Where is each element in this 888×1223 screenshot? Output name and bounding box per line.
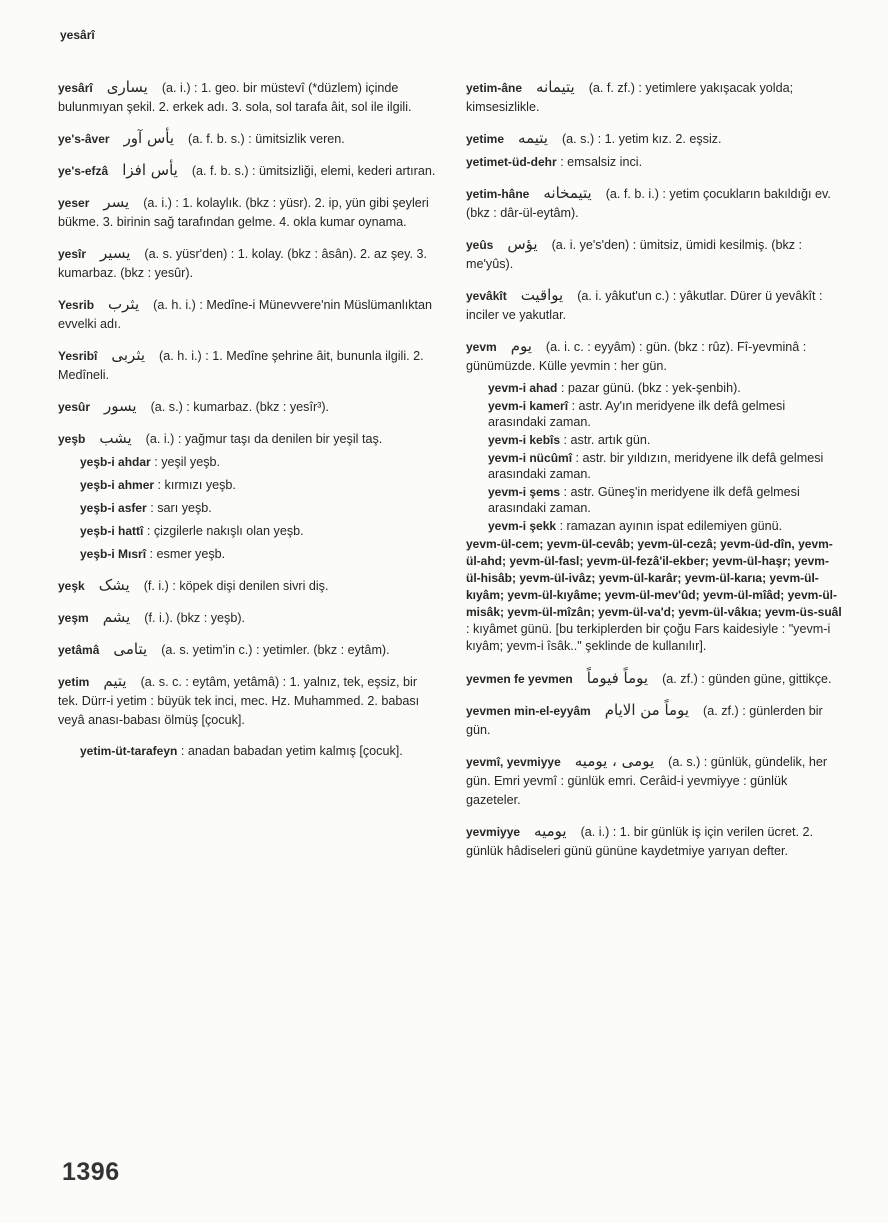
headword: yevm-i nücûmî [488,451,573,465]
arabic-script: یتیمخانه [543,184,592,202]
definition: (a. i. c. : eyyâm) : gün. (bkz : rûz). Fî-yevminâ : günümüzde. Külle yevmin : her gün. [466,340,807,373]
definition: (a. s.) : kumarbaz. (bkz : yesîr³). [150,400,330,414]
arabic-script: یوم [510,337,532,355]
arabic-script: یشم [102,608,131,626]
headword: yetâmâ [58,643,100,657]
entry-yetime [466,129,842,149]
definition: (a. s. c. : eytâm, yetâmâ) : 1. yalnız, tek, eşsiz, bir tek. Dürr-i yetim : büyük tek inci, mec. Hz. Muhammed. 2. babası veyâ anası-babası ölmüş [çocuk]. [58,675,420,727]
arabic-script: یتیم [103,672,127,690]
entry-yesb [58,429,438,449]
headword: yeşb-i hattî [80,524,144,538]
arabic-script: یتامی [113,640,148,658]
subentry-yetimet-ud-dehr [466,153,842,172]
definition: : astr. bir yıldızın, meridyene ilk defâ gelmesi arasındaki zaman. [488,451,824,481]
entry-yevakit [466,286,842,325]
arabic-script: یسور [104,397,137,415]
subentry-yesb-i-misri [58,545,438,564]
definition: (a. f. b. s.) : ümitsizlik veren. [188,132,345,146]
arabic-script: یواقیت [520,286,564,304]
entry-yetama [58,640,438,660]
definition: : pazar günü. (bkz : yek-şenbih). [560,381,741,395]
entry-yevmi-yevmiyye [466,752,842,810]
definition: : çizgilerle nakışlı olan yeşb. [146,524,304,538]
definition: (a. s. yüsr'den) : 1. kolay. (bkz : âsân). 2. az şey. 3. kumarbaz. (bkz : yesûr). [58,247,427,280]
definition: : esmer yeşb. [149,547,226,561]
definition: : astr. artık gün. [563,433,651,447]
headword: yevmen fe yevmen [466,672,573,686]
headword: yeşb-i ahmer [80,478,155,492]
headword: yevmî, yevmiyye [466,755,561,769]
definition: (a. f. b. s.) : ümitsizliği, elemi, kederi artıran. [191,164,436,178]
arabic-script: یسیر [100,244,131,262]
definition: (a. i. ye's'den) : ümitsiz, ümidi kesilmiş. (bkz : me'yûs). [466,238,803,271]
definition: (a. i.) : 1. kolaylık. (bkz : yüsr). 2. ip, yün gibi şeyleri bükme. 3. birinin sağ tarafından gelme. 4. okla kumar oynama. [58,196,429,229]
headword: yetim-üt-tarafeyn [80,744,178,758]
arabic-script: یأس آور [123,129,175,147]
subentry-yesb-i-hatti [58,522,438,541]
entry-yetim-ane [466,78,842,117]
definition: (a. i.) : 1. bir günlük iş için verilen ücret. 2. günlük hâdiseleri günü gününe kaydetmiye yarıyan defter. [466,825,813,858]
entry-yevm [466,337,842,376]
headword: yeûs [466,238,494,252]
definition: : yeşil yeşb. [154,455,220,469]
definition: (f. i.) : köpek dişi denilen sivri diş. [143,579,329,593]
entry-yevmiyye [466,822,842,861]
headword: yeşb-i ahdar [80,455,151,469]
entry-yesk [58,576,438,596]
definition: : anadan babadan yetim kalmış [çocuk]. [180,744,403,758]
definition: : astr. Güneş'in meridyene ilk defâ gelmesi arasındaki zaman. [488,485,800,515]
headword: yevm-i kebîs [488,433,561,447]
right-column [466,78,842,873]
definition: (f. i.). (bkz : yeşb). [144,611,246,625]
subentry-yesb-i-asfer [58,499,438,518]
definition: (a. h. i.) : 1. Medîne şehrine âit, bununla ilgili. 2. Medîneli. [58,349,424,382]
left-column [58,78,438,773]
subentry-yesb-i-ahdar [58,453,438,472]
headword: yetim-âne [466,81,523,95]
headword: yeşk [58,579,85,593]
definition: (a. s.) : 1. yetim kız. 2. eşsiz. [561,132,722,146]
entry-yesir [58,244,438,283]
arabic-script: یوماً فیوماً [586,669,649,687]
headword: yevm-i kamerî [488,399,569,413]
subentry-yesb-i-ahmer [58,476,438,495]
entry-yevmen-min-el-eyyam [466,701,842,740]
definition: : sarı yeşb. [150,501,212,515]
entry-yesari [58,78,438,117]
headword: Yesrib [58,298,95,312]
definition: (a. h. i.) : Medîne-i Münevvere'nin Müslümanlıktan evvelki adı. [58,298,433,331]
definition: (a. i. yâkut'un c.) : yâkutlar. Dürer ü yevâkît : inciler ve yakutlar. [466,289,823,322]
headword: ye's-âver [58,132,110,146]
page-header: yesârî [60,28,95,42]
entry-yetim-hane [466,184,842,223]
definition: (a. i.) : yağmur taşı da denilen bir yeşil taş. [145,432,383,446]
entry-yes-aver [58,129,438,149]
entry-yesur [58,397,438,417]
arabic-script: یتیمه [518,129,548,147]
headword: yevm [466,340,497,354]
headword: yevm-i ahad [488,381,558,395]
subentry-yevm-i-sems [466,484,842,516]
headword: yeser [58,196,90,210]
headword: yetim [58,675,90,689]
headword: yetim-hâne [466,187,530,201]
headword: yevm-i şekk [488,519,557,533]
entry-yesm [58,608,438,628]
subentry-yevm-i-kameri [466,398,842,430]
arabic-script: یشک [98,576,130,594]
arabic-script: یأس افزا [122,161,178,179]
subentry-yevm-i-nucumi [466,450,842,482]
headword: yesârî [58,81,93,95]
entry-yesribi [58,346,438,385]
entry-yetim [58,672,438,730]
headword: yevm-i şems [488,485,561,499]
entry-yeser [58,193,438,232]
entry-yes-efza [58,161,438,181]
arabic-script: یؤس [507,235,538,253]
definition: : kıyâmet günü. [bu terkiplerden bir çoğu Fars kaidesiyle : "yevm-i kıyâm; yevm-i îsâk.." şeklinde de kullanılır]. [466,622,831,653]
headword: yetime [466,132,505,146]
definition: (a. f. zf.) : yetimlere yakışacak yolda; kimsesizlikle. [466,81,794,114]
definition: (a. f. b. i.) : yetim çocukların bakıldığı ev. (bkz : dâr-ül-eytâm). [466,187,831,220]
page-number: 1396 [62,1158,120,1186]
headword: yeşb [58,432,86,446]
definition: (a. s.) : günlük, gündelik, her gün. Emri yevmî : günlük emri. Cerâid-i yevmiyye : günlük gazeteler. [466,755,828,807]
headword: yeşm [58,611,89,625]
definition: : kırmızı yeşb. [157,478,236,492]
definition: (a. i.) : 1. geo. bir müstevî (*düzlem) içinde bulunmıyan şekil. 2. erkek adı. 3. sola, sol tarafa âit, sol ile ilgili. [58,81,412,114]
definition: (a. zf.) : günden güne, gittikçe. [662,672,832,686]
headword: yevm-ül-cem; yevm-ül-cevâb; yevm-ül-cezâ; yevm-üd-dîn, yevm-ül-ahd; yevm-ül-fasl; yevm-ül-fezâ'il-ekber; yevm-ül-haşr; yevm-ül-hisâb; yevm-ül-ivâz; yevm-ül-karâr; yevm-ül-karıa; yevm-ül-kıyâm; yevm-ül-kıyâme; yevm-ül-mev'ûd; yevm-ül-mîâd; yevm-ül-misâk; yevm-ül-mîzân; yevm-ül-va'd; yevm-ül-vâkıa; yevm-üs-suâl [466,537,842,619]
headword: ye's-efzâ [58,164,109,178]
entry-yevmen-fe-yevmen [466,669,842,689]
subentry-yetim-ut-tarafeyn [58,742,438,761]
definition: : astr. Ay'ın meridyene ilk defâ gelmesi arasındaki zaman. [488,399,786,429]
definition: : ramazan ayının ispat edilemiyen günü. [559,519,783,533]
entry-yesrib [58,295,438,334]
arabic-script: یتیمانه [536,78,575,96]
arabic-script: یثربی [111,346,146,364]
definition: (a. zf.) : günlerden bir gün. [466,704,823,737]
headword: yeşb-i asfer [80,501,147,515]
headword: yevâkît [466,289,507,303]
subentry-yevm-i-sekk [466,518,842,534]
headword: yevmiyye [466,825,521,839]
headword: yesûr [58,400,91,414]
headword: yeşb-i Mısrî [80,547,147,561]
arabic-script: یوماً من الایام [604,701,690,719]
headword: yesîr [58,247,87,261]
subentry-yevm-ul-kiyame-group [466,536,842,655]
arabic-script: یساری [106,78,148,96]
entry-yeus [466,235,842,274]
headword: yetimet-üd-dehr [466,155,557,169]
arabic-script: یومیه [534,822,567,840]
definition: : emsalsiz inci. [560,155,643,169]
subentry-yevm-i-kebis [466,432,842,448]
arabic-script: یومی ، یومیه [574,752,655,770]
arabic-script: یثرب [108,295,140,313]
arabic-script: یشب [99,429,132,447]
headword: yevmen min-el-eyyâm [466,704,591,718]
arabic-script: یسر [103,193,130,211]
headword: Yesribî [58,349,98,363]
definition: (a. s. yetim'in c.) : yetimler. (bkz : eytâm). [161,643,390,657]
subentry-yevm-i-ahad [466,380,842,396]
